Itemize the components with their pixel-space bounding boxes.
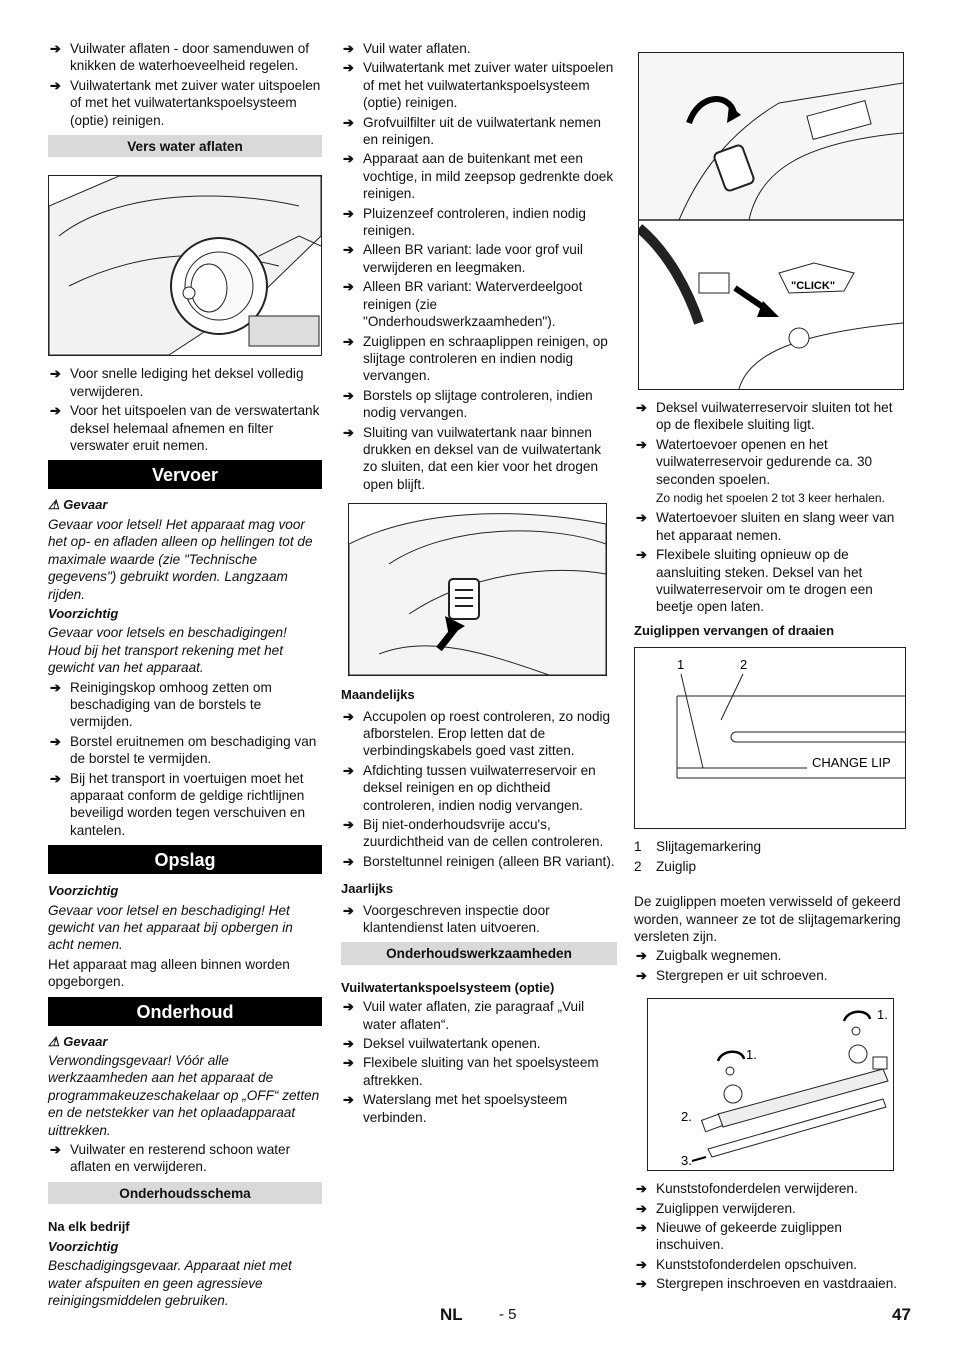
column-3 [634, 40, 908, 1295]
step-1b: 1. [746, 1047, 757, 1063]
footer-page-number: 47 [892, 1305, 911, 1324]
bullet: ➔ Stergrepen er uit schroeven. [634, 967, 908, 984]
bullet: ➔ Stergrepen inschroeven en vastdraaien. [634, 1275, 908, 1292]
legend-item: 2 Zuiglip [634, 858, 697, 874]
warning-label: ⚠ Gevaar [48, 1033, 108, 1049]
caution-text: Gevaar voor letsels en beschadigingen! Houd bij het transport rekening met het gewicht van het apparaat. [48, 625, 287, 676]
bullet: ➔ Vuilwatertank met zuiver water uitspoelen of met het vuilwatertankspoelsysteem (optie) reinigen. [341, 59, 617, 111]
warning-text: Gevaar voor letsel! Het apparaat mag voor het op- en afladen alleen op hellingen tot de maximale waarde (zie "Technische gegevens") gebruikt worden. Langzaam rijden. [48, 516, 313, 602]
bullet: ➔ Accupolen op roest controleren, zo nodig afborstelen. Erop letten dat de verbindingskabels goed vast zitten. [341, 708, 617, 760]
bullet: ➔ Borstels op slijtage controleren, indien nodig vervangen. [341, 387, 617, 422]
warning-icon: ⚠ [48, 497, 60, 513]
figure-rinse-system [638, 52, 904, 390]
subheading-zuiglippen: Zuiglippen vervangen of draaien [634, 622, 835, 638]
figure-fresh-water-cap [48, 175, 322, 356]
section-heading-werkzaamheden: Onderhoudswerkzaamheden [341, 942, 617, 964]
bullet: ➔ Kunststofonderdelen verwijderen. [634, 1180, 908, 1197]
warning-label: ⚠ Gevaar [48, 497, 108, 513]
subheading: Na elk bedrijf [48, 1219, 130, 1235]
column-1 [48, 40, 322, 1311]
caution-text: Beschadigingsgevaar. Apparaat niet met water afspuiten en geen agressieve reinigingsmiddelen gebruiken. [48, 1258, 292, 1308]
bullet: ➔ Watertoevoer sluiten en slang weer van het apparaat nemen. [634, 509, 908, 544]
bullet: ➔ Vuil water aflaten. [341, 40, 617, 57]
bullet: ➔ Alleen BR variant: lade voor grof vuil verwijderen en leegmaken. [341, 241, 617, 276]
note: Zo nodig het spoelen 2 tot 3 keer herhalen. [656, 491, 885, 506]
caution-text: Gevaar voor letsel en beschadiging! Het gewicht van het apparaat bij opbergen in acht nemen. [48, 902, 293, 953]
bullet: ➔ Vuilwater en resterend schoon water aflaten en verwijderen. [48, 1141, 322, 1176]
bullet: ➔ Bij niet-onderhoudsvrije accu's, zuurdichtheid van de cellen controleren. [341, 816, 617, 851]
subheading-spoelsysteem: Vuilwatertankspoelsysteem (optie) [341, 979, 555, 995]
bullet: ➔ Voorgeschreven inspectie door klantendienst laten uitvoeren. [341, 902, 617, 937]
section-heading-schema: Onderhoudsschema [48, 1182, 322, 1204]
callout-1: 1 [677, 657, 685, 673]
step-3: 3. [681, 1153, 692, 1169]
bullet: ➔ Zuiglippen en schraaplippen reinigen, op slijtage controleren en indien nodig vervangen. [341, 333, 617, 385]
bullet: ➔ Borsteltunnel reinigen (alleen BR variant). [341, 853, 617, 870]
bullet: ➔ Bij het transport in voertuigen moet het apparaat conform de geldige richtlijnen beveiligd worden tegen verschuiven en kantelen. [48, 770, 322, 840]
bullet: ➔ Deksel vuilwaterreservoir sluiten tot het op de flexibele sluiting ligt. [634, 399, 908, 434]
section-heading-opslag: Opslag [48, 845, 322, 874]
caution-label: Voorzichtig [48, 605, 119, 621]
subheading-jaarlijks: Jaarlijks [341, 881, 394, 897]
subheading-maandelijks: Maandelijks [341, 687, 415, 703]
bullet: ➔ Sluiting van vuilwatertank naar binnen drukken en deksel van de vuilwatertank zo sluiten, dat een kier voor het drogen open blijft. [341, 424, 617, 494]
bullet: ➔ Vuil water aflaten, zie paragraaf „Vuil water aflaten“. [341, 998, 617, 1033]
bullet: ➔ Afdichting tussen vuilwaterreservoir en deksel reinigen en op dichtheid controleren, indien nodig vervangen. [341, 762, 617, 814]
bullet: ➔ Nieuwe of gekeerde zuiglippen inschuiven. [634, 1219, 908, 1254]
step-1a: 1. [877, 1007, 888, 1023]
bullet: ➔ Deksel vuilwatertank openen. [341, 1035, 617, 1052]
legend-item: 1 Slijtagemarkering [634, 839, 762, 855]
bullet: ➔ Voor het uitspoelen van de verswatertank deksel helemaal afnemen en filter verswater eruit nemen. [48, 402, 322, 454]
figure-tank-latch [348, 503, 607, 676]
bullet: ➔ Borstel eruitnemen om beschadiging van de borstel te vermijden. [48, 733, 322, 768]
paragraph: Het apparaat mag alleen binnen worden opgeborgen. [48, 956, 290, 990]
figure-wear-marking [634, 647, 906, 829]
bullet: ➔ Waterslang met het spoelsysteem verbinden. [341, 1091, 617, 1126]
bullet: ➔ Apparaat aan de buitenkant met een vochtige, in mild zeepsop gedrenkte doek reinigen. [341, 150, 617, 202]
column-2 [341, 40, 617, 1128]
paragraph: De zuiglippen moeten verwisseld of gekeerd worden, wanneer ze tot de slijtagemarkering versleten zijn. [634, 894, 901, 944]
bullet: ➔ Watertoevoer openen en het vuilwaterreservoir gedurende ca. 30 seconden spoelen. [634, 436, 908, 488]
section-heading-vervoer: Vervoer [48, 460, 322, 489]
bullet: ➔ Flexibele sluiting van het spoelsysteem aftrekken. [341, 1054, 617, 1089]
warning-text: Verwondingsgevaar! Vóór alle werkzaamheden aan het apparaat de programmakeuzeschakelaar op „OFF“ zetten en de netstekker van het oplaadapparaat uittrekken. [48, 1053, 320, 1138]
caution-label: Voorzichtig [48, 1238, 119, 1254]
bullet: ➔ Kunststofonderdelen opschuiven. [634, 1256, 908, 1273]
bullet: ➔ Vuilwatertank met zuiver water uitspoelen of met het vuilwatertankspoelsysteem (optie) reinigen. [48, 77, 322, 129]
bullet: ➔ Pluizenzeef controleren, indien nodig reinigen. [341, 205, 617, 240]
click-label: "CLICK" [791, 280, 836, 292]
step-2: 2. [681, 1109, 692, 1125]
warning-icon: ⚠ [48, 1033, 60, 1049]
bullet: ➔ Voor snelle lediging het deksel volledig verwijderen. [48, 365, 322, 400]
callout-2: 2 [740, 657, 748, 673]
change-lip-label: CHANGE LIP [812, 755, 891, 771]
bullet: ➔ Zuiglippen verwijderen. [634, 1200, 908, 1217]
bullet: ➔ Vuilwater aflaten - door samenduwen of knikken de waterhoeveelheid regelen. [48, 40, 322, 75]
figure-squeegee-assembly [647, 998, 894, 1171]
bullet: ➔ Zuigbalk wegnemen. [634, 947, 908, 964]
bullet: ➔ Reinigingskop omhoog zetten om beschadiging van de borstels te vermijden. [48, 679, 322, 731]
caution-label: Voorzichtig [48, 883, 119, 899]
footer-local-page: - 5 [499, 1306, 517, 1323]
bullet: ➔ Alleen BR variant: Waterverdeelgoot reinigen (zie "Onderhoudswerkzaamheden"). [341, 278, 617, 330]
section-heading-onderhoud: Onderhoud [48, 997, 322, 1026]
bullet: ➔ Flexibele sluiting opnieuw op de aansluiting steken. Deksel van het vuilwaterreservoir om te drogen een beetje open laten. [634, 546, 908, 616]
section-heading-vers-water: Vers water aflaten [48, 135, 322, 157]
footer-language: NL [440, 1305, 463, 1324]
bullet: ➔ Grofvuilfilter uit de vuilwatertank nemen en reinigen. [341, 114, 617, 149]
